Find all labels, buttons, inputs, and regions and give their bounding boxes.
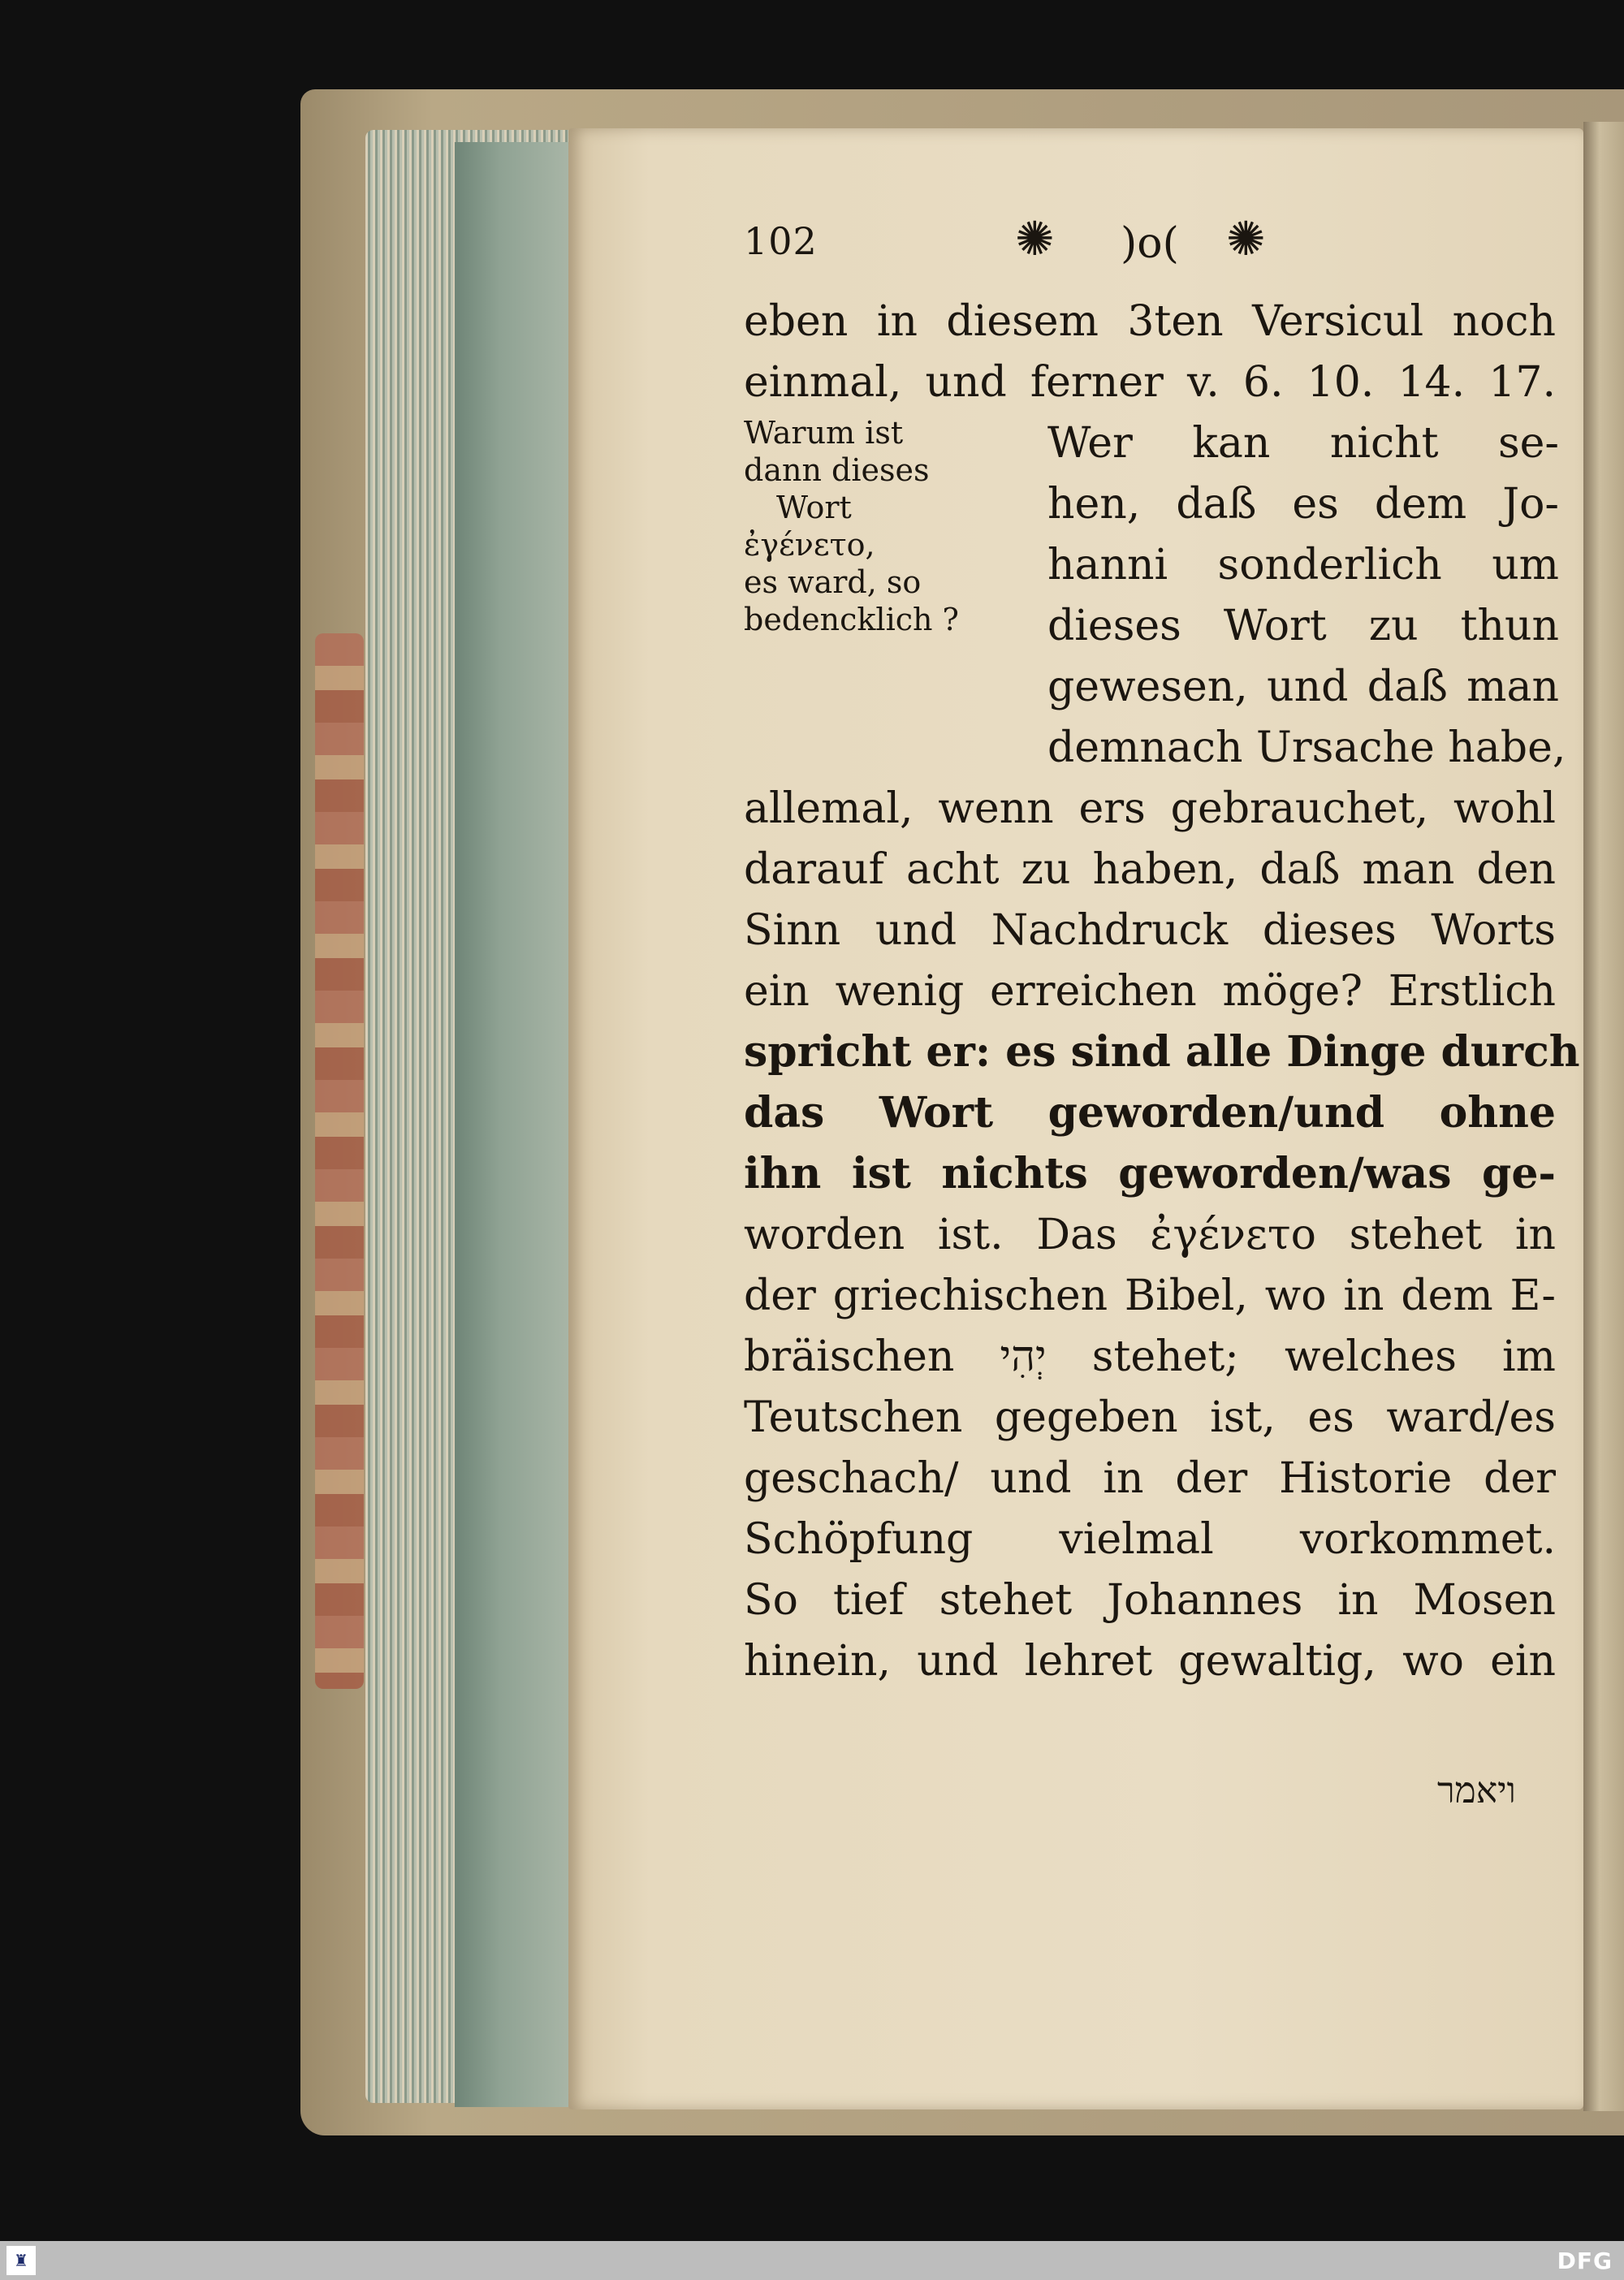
catchword: ויאמר	[1437, 1770, 1516, 1811]
library-logo-icon: ♜	[6, 2246, 36, 2275]
body-line: bräischen יְהִי stehet; welches im	[744, 1332, 1556, 1381]
body-line: ihn ist nichts geworden/was ge-	[744, 1149, 1556, 1198]
body-line: So tief stehet Johannes in Mosen	[744, 1576, 1556, 1625]
body-line: Sinn und Nachdruck dieses Worts	[744, 906, 1556, 955]
body-line: darauf acht zu haben, daß man den	[744, 845, 1556, 894]
margin-note-line: Warum ist	[744, 415, 904, 451]
cover-marbling	[315, 633, 364, 1689]
viewer-footer-bar	[0, 2241, 1624, 2280]
body-line: Schöpfung vielmal vorkommet.	[744, 1515, 1556, 1564]
dfg-logo: DFG	[1557, 2248, 1613, 2274]
body-line: das Wort geworden/und ohne	[744, 1088, 1556, 1138]
body-line: geschach/ und in der Historie der	[744, 1454, 1556, 1503]
body-line: hen, daß es dem Jo-	[1047, 480, 1559, 529]
facing-page-edge	[1583, 122, 1624, 2111]
body-line: dieses Wort zu thun	[1047, 602, 1559, 650]
margin-note-line: bedencklich ?	[744, 602, 959, 637]
body-line: hanni sonderlich um	[1047, 541, 1559, 589]
margin-note-line: Wort	[776, 490, 852, 525]
margin-note-line: ἐγένετο,	[744, 527, 875, 563]
margin-note	[744, 414, 1020, 638]
ornament-center-icon: )o(	[1121, 219, 1179, 268]
body-line: allemal, wenn ers gebrauchet, wohl	[744, 784, 1556, 833]
body-line: gewesen, und daß man	[1047, 663, 1559, 711]
body-line: eben in diesem 3ten Versicul noch	[744, 297, 1556, 346]
body-line: hinein, und lehret gewaltig, wo ein	[744, 1637, 1556, 1686]
body-line: ein wenig erreichen möge? Erstlich	[744, 967, 1556, 1016]
margin-note-line: dann dieses	[744, 452, 930, 488]
body-line: einmal, und ferner v. 6. 10. 14. 17.	[744, 358, 1556, 407]
page-stack-edge	[455, 142, 568, 2107]
body-line: spricht er: es sind alle Dinge durch	[744, 1027, 1580, 1077]
body-line: Wer kan nicht se-	[1047, 419, 1559, 468]
body-line: Teutschen gegeben ist, es ward/es	[744, 1393, 1556, 1442]
body-line: demnach Ursache habe,	[1047, 723, 1566, 772]
body-line: der griechischen Bibel, wo in dem E-	[744, 1272, 1556, 1320]
margin-note-line: es ward, so	[744, 564, 922, 600]
ornament-left-icon: ✺	[1015, 211, 1055, 266]
body-line: worden ist. Das ἐγένετο stehet in	[744, 1211, 1556, 1259]
running-header	[731, 211, 1559, 284]
ornament-right-icon: ✺	[1226, 211, 1266, 266]
page-number: 102	[744, 219, 818, 263]
